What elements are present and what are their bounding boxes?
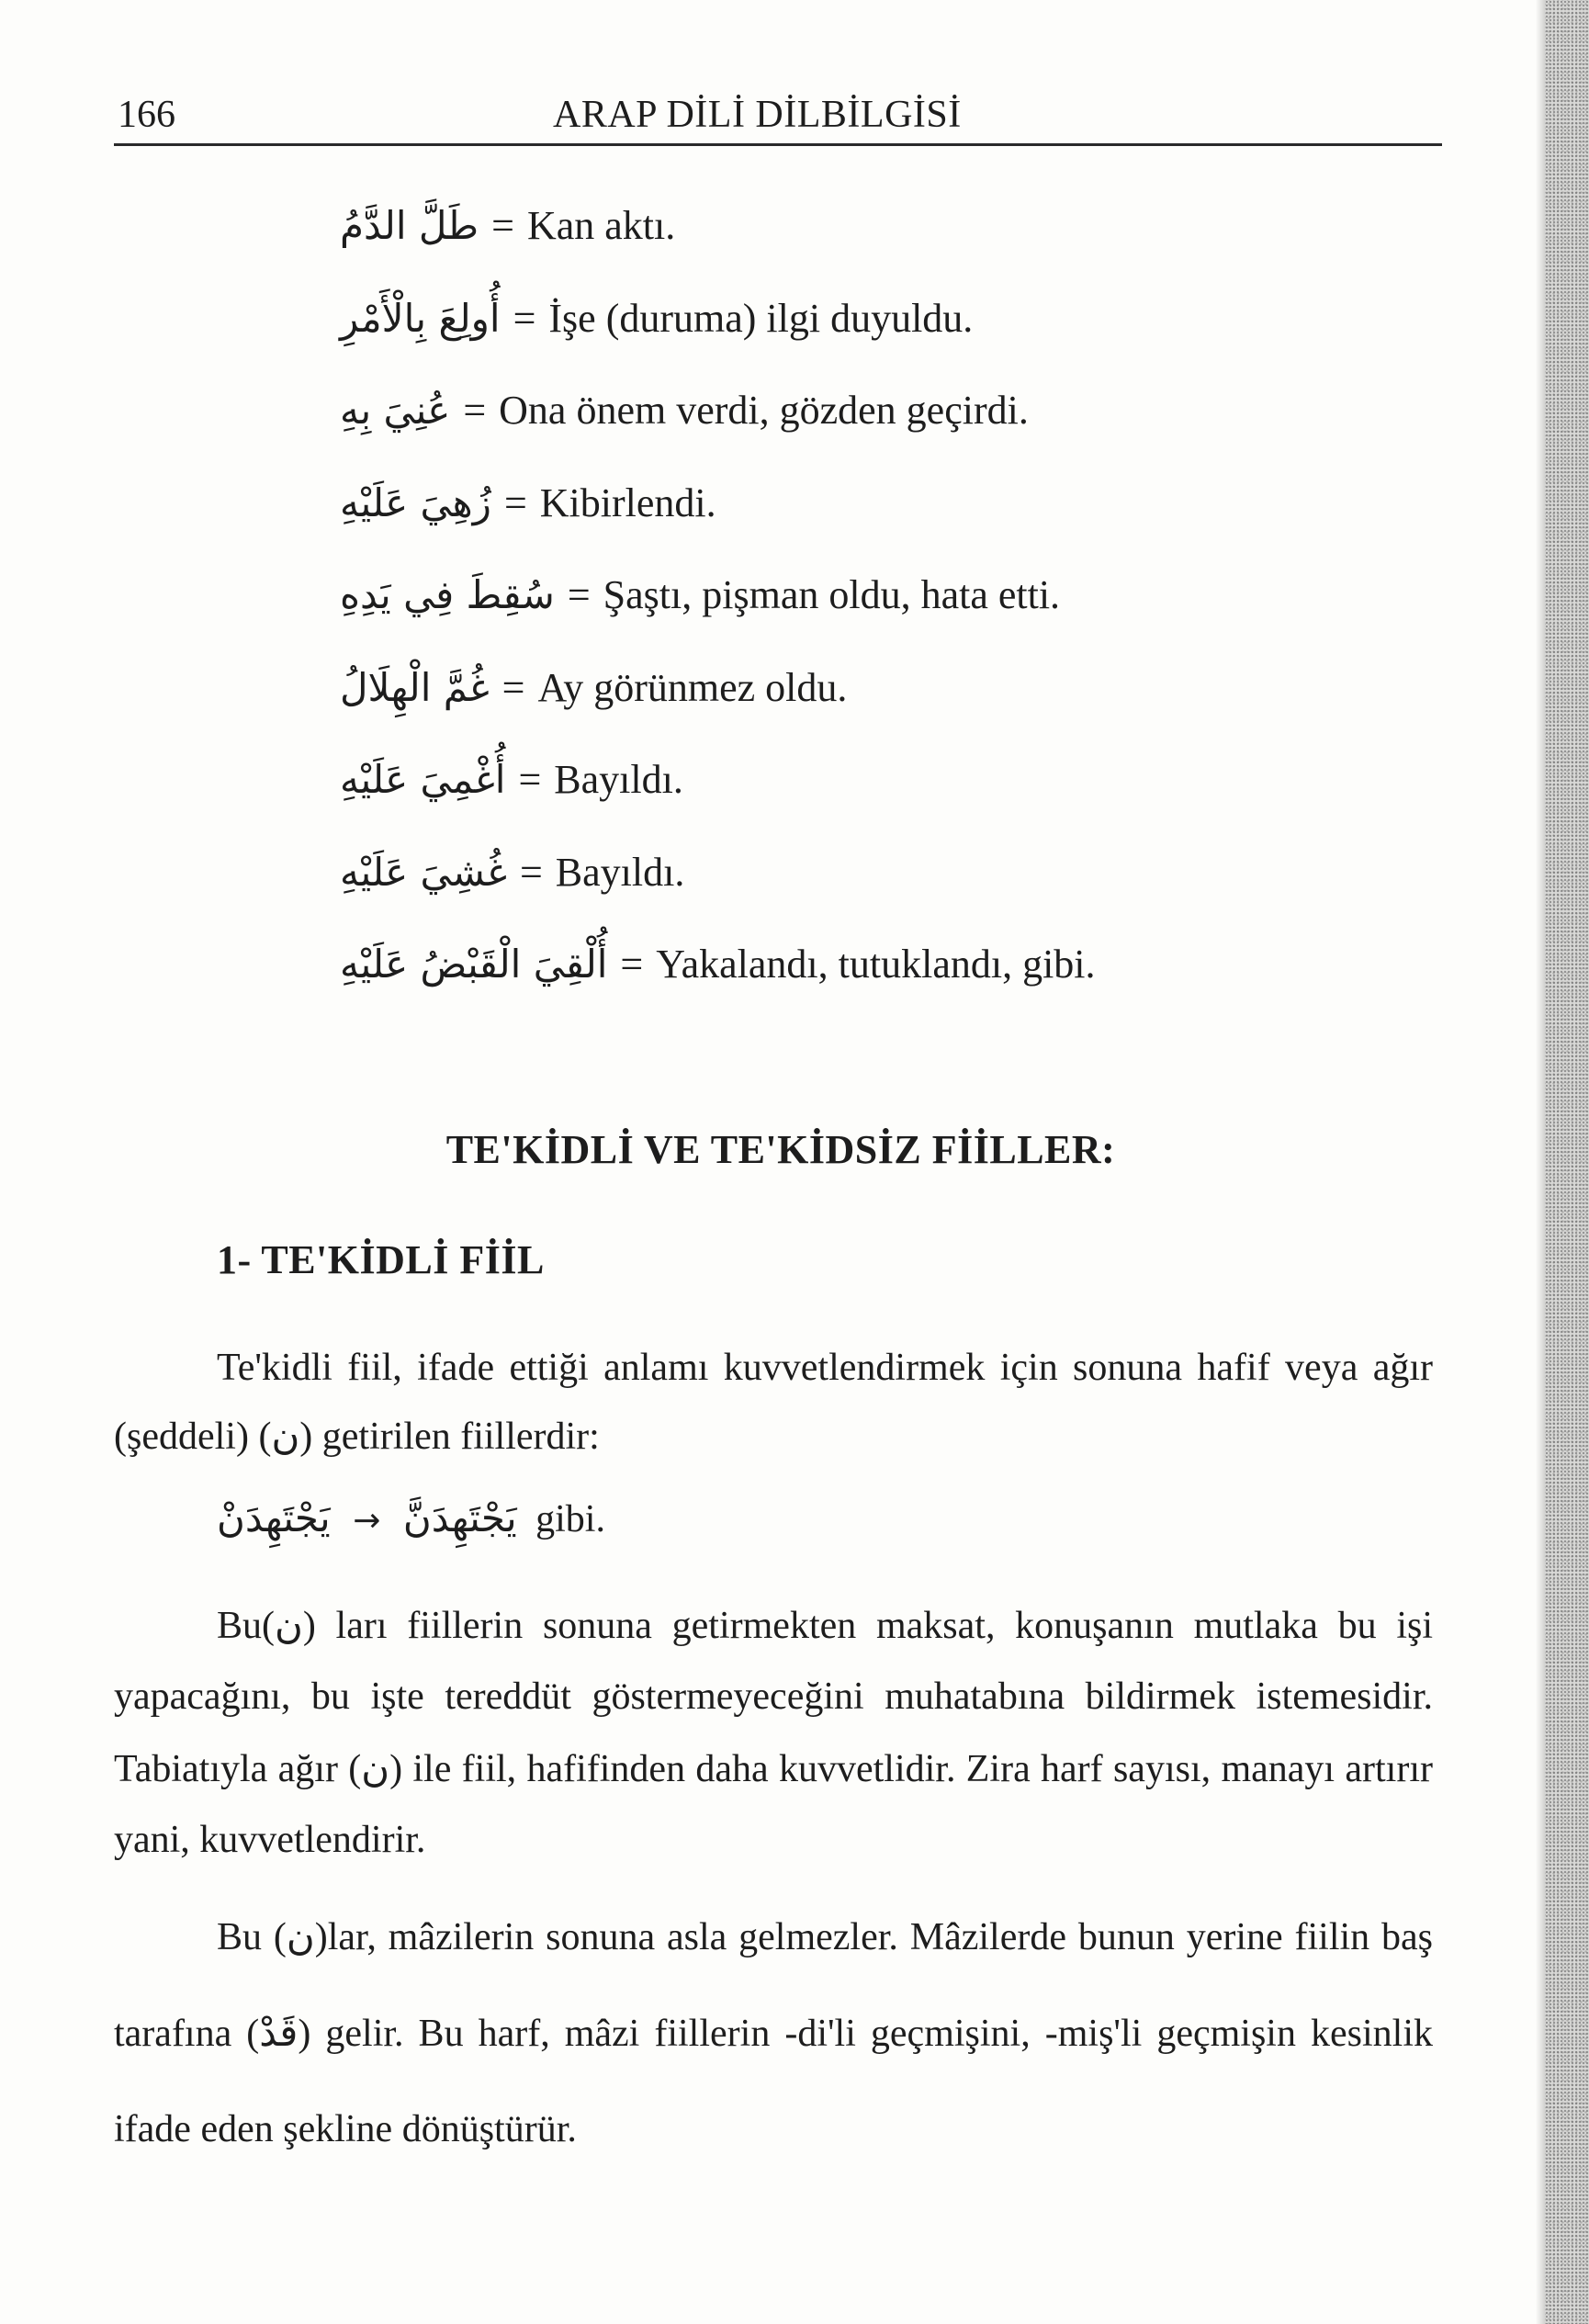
- equals-sign: =: [513, 295, 536, 341]
- scan-edge-shading: [1545, 0, 1589, 2324]
- vocab-entry: [340, 295, 1396, 388]
- arabic-phrase: سُقِطَ فِي يَدِهِ: [340, 572, 555, 617]
- section-heading: TE'KİDLİ VE TE'KİDSİZ FİİLLER:: [445, 1127, 1116, 1172]
- vocab-entry: [340, 387, 1396, 479]
- equals-sign: =: [519, 849, 543, 895]
- arabic-phrase: أُغْمِيَ عَلَيْهِ: [340, 757, 506, 802]
- equals-sign: =: [503, 479, 527, 525]
- example-suffix: gibi.: [535, 1498, 605, 1540]
- page-number: 166: [118, 94, 175, 136]
- arabic-phrase: عُنِيَ بِهِ: [340, 388, 451, 433]
- arabic-phrase: أُولِعَ بِالْأَمْرِ: [340, 295, 501, 341]
- equals-sign: =: [491, 203, 514, 248]
- arabic-phrase: غُمَّ الْهِلَالُ: [340, 664, 490, 710]
- arabic-phrase: غُشِيَ عَلَيْهِ: [340, 849, 507, 895]
- equals-sign: =: [501, 664, 525, 710]
- turkish-meaning: Yakalandı, tutuklandı, gibi.: [656, 942, 1096, 987]
- paragraph-text: ) ları fiillerin sonuna getirmekten maksat, konuşanın mutlaka bu işi yapacağını, bu işte tereddüt göstermeyeceğini muhatabına bildirmek istemesidir. Tabiatıyla ağır (: [114, 1605, 1433, 1790]
- vocab-entry: [340, 664, 1396, 757]
- header-rule: [114, 143, 1442, 146]
- paragraph-text: )lar, mâzilerin sonuna asla gelmezler. Mâzilerde bunun yerine fiilin baş tarafına (: [114, 1916, 1434, 2055]
- vocab-entry: [340, 941, 1396, 1033]
- turkish-meaning: Ay görünmez oldu.: [537, 664, 848, 710]
- arabic-example-to: يَجْتَهِدَنَّ: [402, 1495, 517, 1540]
- arabic-letter: ن: [271, 1413, 300, 1458]
- equals-sign: =: [567, 572, 591, 617]
- arabic-phrase: طَلَّ الدَّمُ: [340, 203, 479, 248]
- vocab-entry: [340, 479, 1396, 572]
- paragraph-text: ) ile fiil, hafifinden daha kuvvetlidir. Zira harf sayısı, manayı artırır yani, kuvvetlendirir.: [114, 1748, 1433, 1861]
- paragraph-definition: [114, 1334, 1433, 1471]
- right-arrow-icon: →: [353, 1502, 381, 1540]
- equals-sign: =: [620, 942, 644, 987]
- arabic-particle: قَدْ: [259, 2010, 299, 2055]
- turkish-meaning: İşe (duruma) ilgi duyuldu.: [548, 295, 974, 341]
- paragraph-text: Bu(: [217, 1605, 275, 1647]
- turkish-meaning: Bayıldı.: [555, 849, 685, 895]
- equals-sign: =: [518, 757, 542, 802]
- arabic-letter: ن: [275, 1602, 303, 1647]
- page-header: [118, 88, 1440, 141]
- turkish-meaning: Kan aktı.: [526, 203, 676, 248]
- turkish-meaning: Bayıldı.: [554, 757, 683, 802]
- arabic-letter: ن: [361, 1745, 390, 1790]
- turkish-meaning: Ona önem verdi, gözden geçirdi.: [499, 388, 1029, 433]
- running-title: ARAP DİLİ DİLBİLGİSİ: [553, 94, 962, 136]
- vocab-entry: [340, 202, 1396, 295]
- vocab-entry: [340, 756, 1396, 849]
- vocabulary-list: [340, 202, 1396, 1033]
- paragraph-text: ) getirilen fiillerdir:: [299, 1416, 600, 1458]
- equals-sign: =: [463, 388, 487, 433]
- arabic-letter: ن: [286, 1913, 315, 1958]
- paragraph-text: ) gelir. Bu harf, mâzi fiillerin -di'li geçmişini, -miş'li geçmişin kesinlik ifade eden şekline dönüştürür.: [114, 2013, 1433, 2150]
- paragraph-purpose: [114, 1589, 1433, 1876]
- vocab-entry: [340, 849, 1396, 942]
- paragraph-mazi: [114, 1889, 1433, 2177]
- subsection-heading: 1- TE'KİDLİ FİİL: [217, 1237, 545, 1282]
- turkish-meaning: Şaştı, pişman oldu, hata etti.: [603, 572, 1061, 617]
- vocab-entry: [340, 571, 1396, 664]
- paragraph-text: Bu (: [217, 1916, 287, 1958]
- arabic-phrase: زُهِيَ عَلَيْهِ: [340, 479, 491, 525]
- example-line: [217, 1495, 605, 1541]
- arabic-example-from: يَجْتَهِدَنْ: [217, 1495, 331, 1540]
- turkish-meaning: Kibirlendi.: [539, 479, 716, 525]
- paragraph-text: Te'kidli fiil, ifade ettiği anlamı kuvvetlendirmek için sonuna hafif veya ağır (şeddeli) (: [114, 1347, 1433, 1458]
- arabic-phrase: أُلْقِيَ الْقَبْضُ عَلَيْهِ: [340, 942, 608, 987]
